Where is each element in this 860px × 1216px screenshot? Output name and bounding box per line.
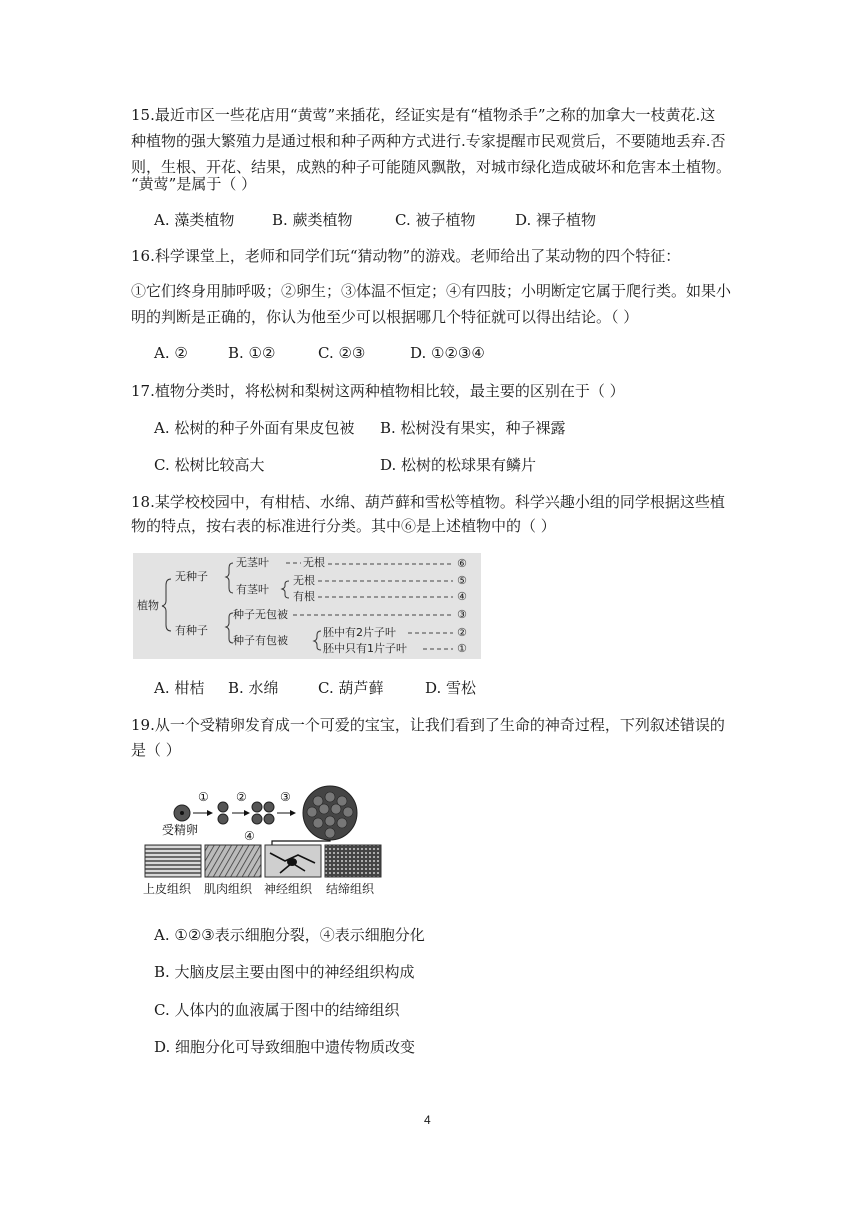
key-label-1: ①: [457, 642, 467, 655]
cell-development-diagram: [140, 783, 390, 901]
option-d: D. 细胞分化可导致细胞中遗传物质改变: [154, 1038, 416, 1056]
key-no-root: 无根: [303, 556, 325, 569]
option-b: B. 水绵: [228, 679, 279, 697]
option-c: C. ②③: [318, 344, 366, 362]
question-text-line: 则，生根、开花、结果，成熟的种子可能随风飘散，对城市绿化造成破坏和危害本土植物。: [131, 158, 732, 176]
question-text-line: 种植物的强大繁殖力是通过根和种子两种方式进行.专家提醒市民观赏后，不要随地丢弃.否: [131, 132, 726, 150]
option-d: D. 裸子植物: [515, 211, 597, 229]
classification-key-diagram: [133, 553, 481, 659]
question-text-line: 16.科学课堂上，老师和同学们玩“猜动物”的游戏。老师给出了某动物的四个特征：: [131, 247, 681, 265]
key-root: 植物: [137, 599, 159, 612]
question-text-line: 明的判断是正确的，你认为他至少可以根据哪几个特征就可以得出结论。（ ）: [131, 308, 639, 326]
key-label-2: ②: [457, 626, 467, 639]
question-text-line: 17.植物分类时，将松树和梨树这两种植物相比较，最主要的区别在于（ ）: [131, 382, 625, 400]
option-b: B. 蕨类植物: [272, 211, 353, 229]
question-text-line: 18.某学校校园中，有柑桔、水绵、葫芦藓和雪松等植物。科学兴趣小组的同学根据这些植: [131, 493, 725, 511]
key-has-stem-leaf: 有茎叶: [236, 583, 269, 596]
tissue-label: 肌肉组织: [204, 882, 253, 896]
key-has-seed: 有种子: [175, 624, 208, 637]
question-text-line: 19.从一个受精卵发育成一个可爱的宝宝，让我们看到了生命的神奇过程，下列叙述错误的: [131, 716, 725, 734]
question-text-line: 15.最近市区一些花店用“黄莺”来插花，经证实是有“植物杀手”之称的加拿大一枝黄花.这: [131, 106, 716, 124]
option-a: A. 藻类植物: [154, 211, 235, 229]
option-c: C. 葫芦藓: [318, 679, 384, 697]
option-b: B. 大脑皮层主要由图中的神经组织构成: [154, 963, 415, 981]
key-label-5: ⑤: [457, 574, 467, 587]
key-one-cotyledon: 胚中只有1片子叶: [323, 642, 407, 655]
zygote-label: 受精卵: [162, 823, 199, 837]
step-label-4: ④: [244, 829, 255, 843]
option-d: D. 雪松: [425, 679, 477, 697]
key-label-4: ④: [457, 590, 467, 603]
key-label-6: ⑥: [457, 557, 467, 570]
option-c: C. 被子植物: [395, 211, 476, 229]
tissue-label: 神经组织: [264, 882, 313, 896]
tissue-label: 上皮组织: [143, 882, 192, 896]
step-label-3: ③: [280, 790, 291, 804]
question-text-line: “黄莺”是属于（ ）: [131, 175, 257, 193]
tissue-label: 结缔组织: [326, 882, 375, 896]
option-a: A. ②: [154, 344, 188, 362]
key-label-3: ③: [457, 608, 467, 621]
option-b: B. ①②: [228, 344, 276, 362]
question-text-line: ①它们终身用肺呼吸；②卵生；③体温不恒定；④有四肢；小明断定它属于爬行类。如果小: [131, 282, 732, 300]
key-has-root: 有根: [293, 590, 315, 603]
key-seed-covered: 种子有包被: [233, 634, 288, 647]
question-text-line: 物的特点，按右表的标准进行分类。其中⑥是上述植物中的（ ）: [131, 517, 556, 535]
key-no-root: 无根: [293, 574, 315, 587]
option-c: C. 人体内的血液属于图中的结缔组织: [154, 1001, 400, 1019]
question-text-line: 是（ ）: [131, 741, 181, 759]
option-b: B. 松树没有果实，种子裸露: [380, 419, 566, 437]
option-d: D. 松树的松球果有鳞片: [380, 456, 537, 474]
option-a: A. 柑桔: [154, 679, 205, 697]
key-two-cotyledon: 胚中有2片子叶: [323, 626, 396, 639]
option-a: A. 松树的种子外面有果皮包被: [154, 419, 355, 437]
key-no-seed: 无种子: [175, 570, 208, 583]
option-c: C. 松树比较高大: [154, 456, 265, 474]
option-a: A. ①②③表示细胞分裂，④表示细胞分化: [154, 926, 425, 944]
key-seed-naked: 种子无包被: [233, 608, 288, 621]
key-no-stem-leaf: 无茎叶: [236, 556, 269, 569]
step-label-2: ②: [236, 790, 247, 804]
option-d: D. ①②③④: [410, 344, 485, 362]
step-label-1: ①: [198, 790, 209, 804]
page-number: 4: [424, 1113, 431, 1127]
